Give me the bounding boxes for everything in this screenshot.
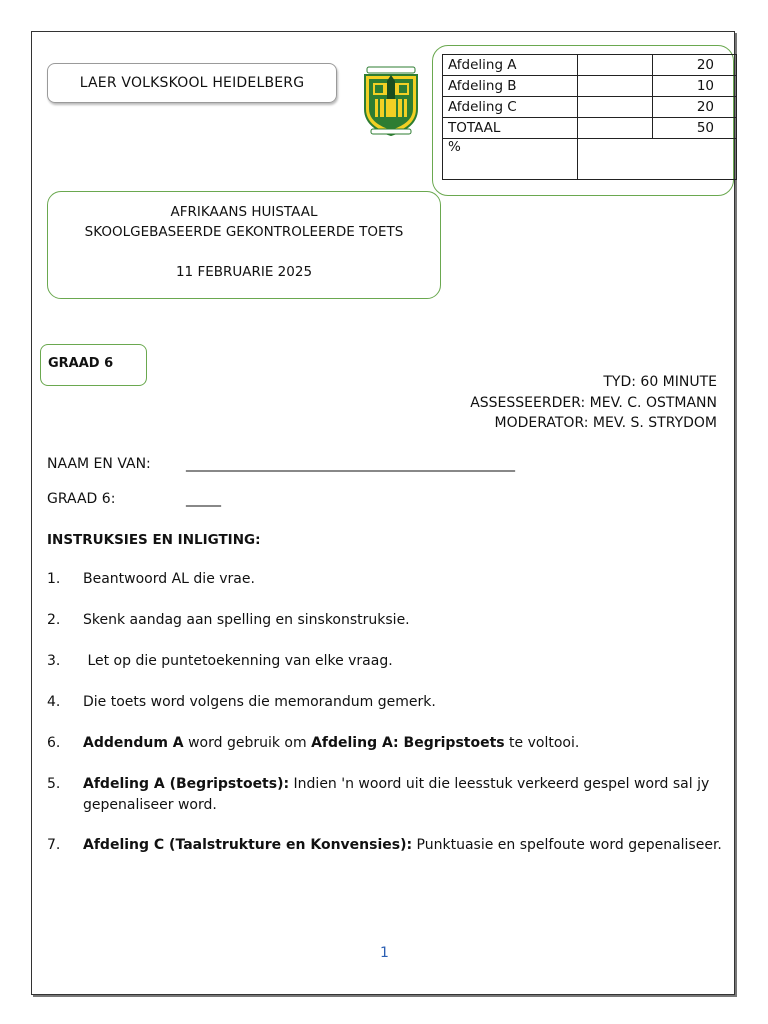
marks-table [442, 54, 737, 180]
row-total: 20 [653, 97, 737, 118]
row-score [578, 55, 653, 76]
test-title-box [47, 191, 441, 299]
instruction-part: word gebruik om [183, 735, 312, 751]
row-label: Afdeling A [443, 55, 578, 76]
instruction-bold: Afdeling A (Begripstoets): [83, 776, 290, 792]
instruction-number: 2. [47, 612, 61, 628]
instruction-bold: Afdeling C (Taalstrukture en Konvensies): [83, 837, 413, 853]
instruction-text: Die toets word volgens die memorandum gemerk. [83, 694, 436, 710]
row-label: % [443, 139, 578, 180]
row-total: 50 [653, 118, 737, 139]
test-type: SKOOLGEBASEERDE GEKONTROLEERDE TOETS [84, 224, 404, 240]
instruction-bold: Addendum A [83, 735, 184, 751]
instruction-number: 5. [47, 776, 61, 792]
row-score [578, 118, 653, 139]
table-row [443, 55, 737, 76]
school-crest-icon [361, 65, 421, 137]
row-label: Afdeling C [443, 97, 578, 118]
grade-box [40, 344, 147, 386]
table-row [443, 97, 737, 118]
row-score [578, 76, 653, 97]
instruction-part: Indien 'n woord uit die leesstuk verkeerd gespel word sal jy gepenaliseer word. [83, 776, 710, 813]
row-total: 20 [653, 55, 737, 76]
row-total: 10 [653, 76, 737, 97]
row-score [578, 139, 737, 180]
instruction-number: 4. [47, 694, 61, 710]
instruction-text [83, 733, 723, 754]
assessor-info: ASSESSEERDER: MEV. C. OSTMANN [470, 395, 717, 411]
name-label: NAAM EN VAN: [47, 456, 151, 472]
row-label: TOTAAL [443, 118, 578, 139]
instruction-number: 6. [47, 735, 61, 751]
grade-label: GRAAD 6 [48, 356, 114, 371]
table-row [443, 118, 737, 139]
instruction-number: 1. [47, 571, 61, 587]
instruction-number: 7. [47, 837, 61, 853]
row-label: Afdeling B [443, 76, 578, 97]
instructions-heading: INSTRUKSIES EN INLIGTING: [47, 532, 261, 548]
page-number: 1 [380, 945, 389, 961]
grade-field-label: GRAAD 6: [47, 491, 116, 507]
moderator-info: MODERATOR: MEV. S. STRYDOM [494, 415, 717, 431]
test-date: 11 FEBRUARIE 2025 [175, 264, 313, 280]
instruction-text: Skenk aandag aan spelling en sinskonstruksie. [83, 612, 410, 628]
table-row [443, 76, 737, 97]
grade-field[interactable]: _____ [186, 491, 221, 507]
instruction-part: Punktuasie en spelfoute word gepenaliseer. [412, 837, 722, 853]
school-name: LAER VOLKSKOOL HEIDELBERG [79, 75, 305, 91]
instruction-number: 3. [47, 653, 61, 669]
time-info: TYD: 60 MINUTE [603, 374, 717, 390]
instruction-text: Beantwoord AL die vrae. [83, 571, 255, 587]
row-score [578, 97, 653, 118]
subject-title: AFRIKAANS HUISTAAL [170, 204, 318, 220]
name-field[interactable]: _______________________________________________ [186, 456, 515, 472]
instruction-bold: Afdeling A: Begripstoets [311, 735, 505, 751]
table-row [443, 139, 737, 180]
instruction-text [83, 774, 723, 816]
instruction-part: te voltooi. [504, 735, 580, 751]
instruction-text: Let op die puntetoekenning van elke vraag. [83, 653, 393, 669]
instruction-text [83, 835, 723, 856]
school-name-box [47, 63, 337, 103]
